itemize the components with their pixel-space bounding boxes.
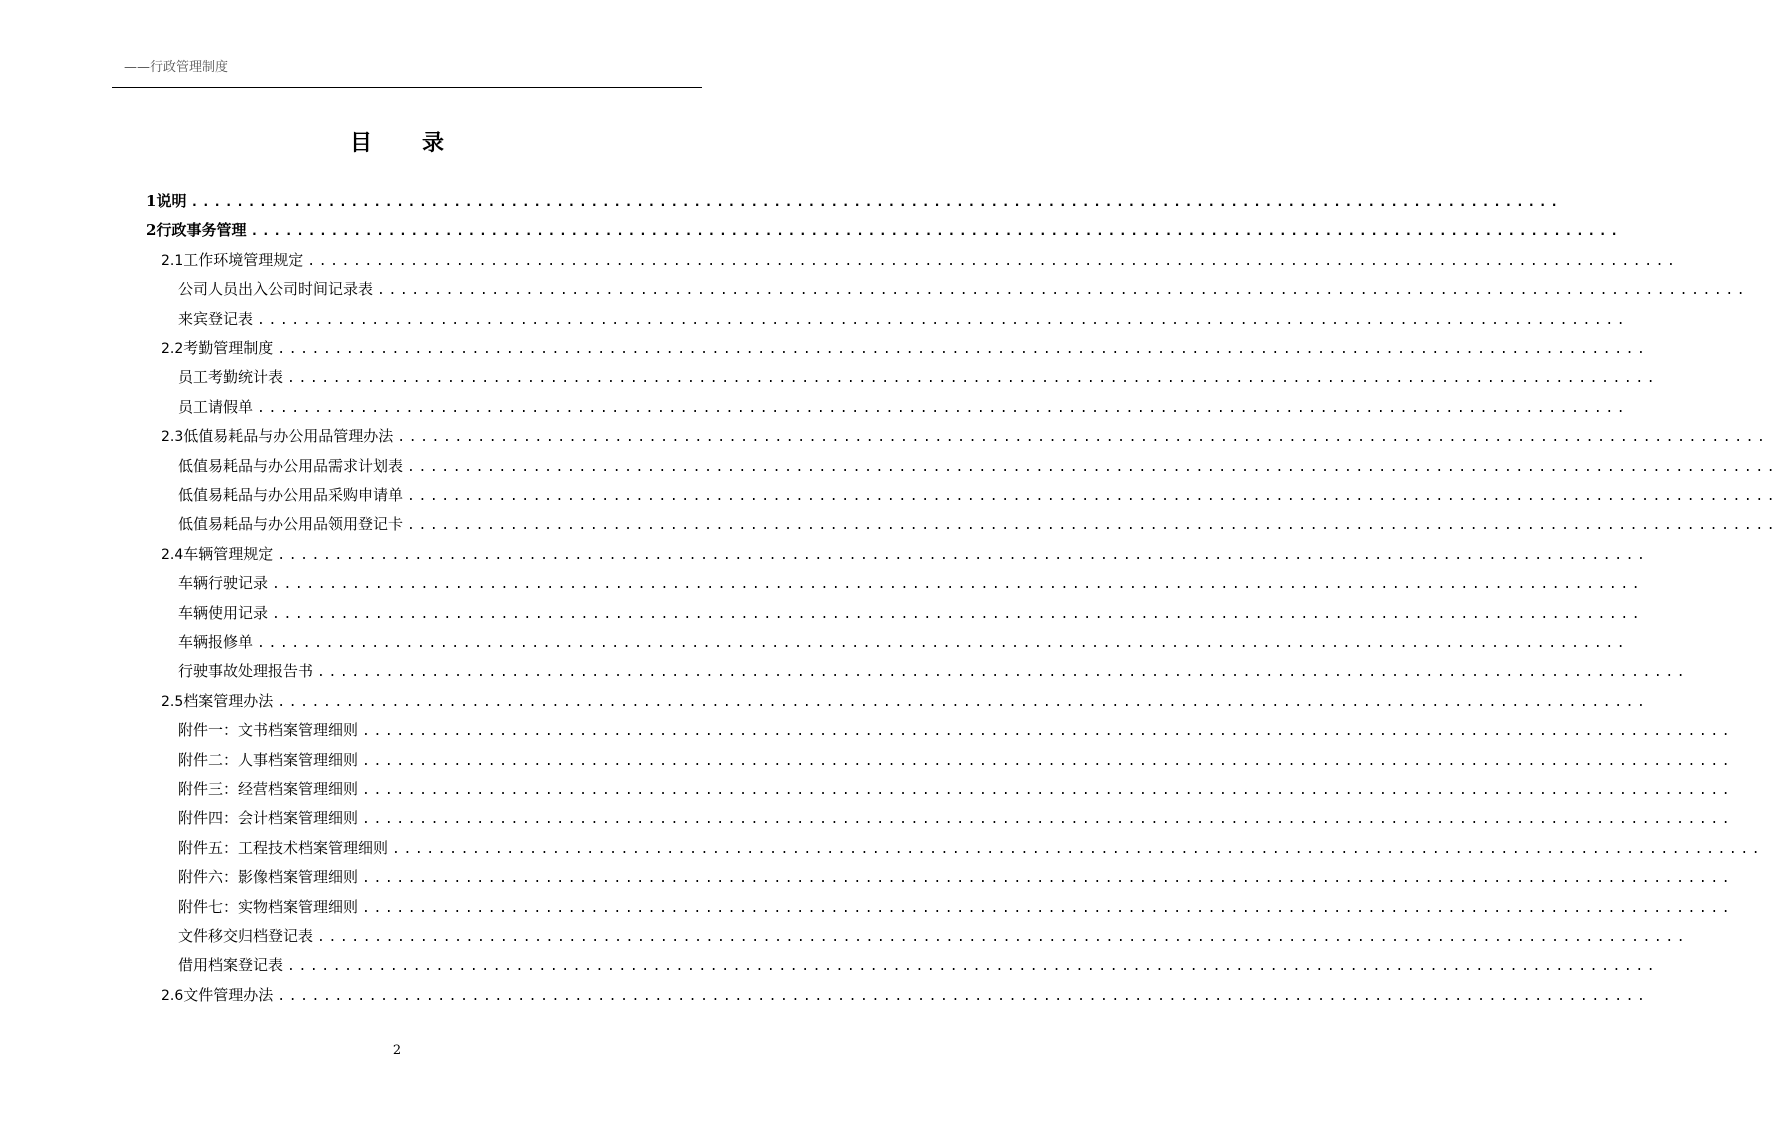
toc-entry-label: 考勤管理制度 bbox=[183, 339, 274, 357]
toc-entry-label: 公司人员出入公司时间记录表 bbox=[178, 280, 374, 299]
toc-entry[interactable] bbox=[0, 337, 1649, 361]
toc-entry-label: 员工考勤统计表 bbox=[178, 368, 284, 387]
toc-entry-label: 车辆管理规定 bbox=[183, 544, 274, 563]
toc-entry-number: 2.4 bbox=[161, 546, 184, 563]
toc-entry[interactable] bbox=[0, 249, 1679, 273]
toc-entry-label: 来宾登记表 bbox=[178, 309, 254, 328]
toc-entry-number: 1 bbox=[146, 192, 157, 210]
toc-entry-label: 附件五：工程技术档案管理细则 bbox=[178, 838, 389, 857]
dot-leader: ........................................................................................................................ bbox=[362, 900, 1734, 916]
dot-leader: ........................................................................................................................ bbox=[362, 783, 1734, 798]
dot-leader: ........................................................................................................................ bbox=[362, 871, 1734, 887]
dot-leader: ........................................................................................................................ bbox=[287, 959, 1659, 975]
dot-leader: ........................................................................................................................ bbox=[257, 400, 1629, 416]
toc-entry-label: 借用档案登记表 bbox=[178, 956, 284, 975]
toc-entry[interactable] bbox=[0, 602, 1644, 626]
toc-entry-label: 附件七：实物档案管理细则 bbox=[178, 897, 359, 916]
toc-entry-label: 低值易耗品与办公用品领用登记卡 bbox=[178, 515, 404, 534]
toc-entry[interactable] bbox=[0, 837, 1764, 861]
toc-entry-label: 工作环境管理规定 bbox=[183, 250, 304, 269]
toc-entry[interactable] bbox=[0, 425, 1769, 449]
toc-entry[interactable] bbox=[0, 543, 1649, 567]
toc-entry[interactable] bbox=[0, 925, 1689, 949]
toc-entry-label: 附件三：经营档案管理细则 bbox=[178, 780, 359, 798]
dot-leader: ........................................................................................................................ bbox=[317, 665, 1689, 681]
toc-entry[interactable] bbox=[0, 719, 1734, 743]
toc-entry-label: 低值易耗品与办公用品需求计划表 bbox=[178, 456, 404, 475]
dot-leader: ........................................................................................................................ bbox=[377, 283, 1749, 299]
toc-entry[interactable] bbox=[0, 807, 1734, 831]
toc-entry[interactable] bbox=[0, 484, 1778, 508]
dot-leader: ........................................................................................................................ bbox=[277, 988, 1649, 1004]
toc-entry-label: 说明 bbox=[156, 192, 187, 210]
toc-entry-number: 2.3 bbox=[161, 429, 184, 446]
toc-entry-label: 附件六：影像档案管理细则 bbox=[178, 868, 359, 887]
dot-leader: ........................................................................................................................ bbox=[272, 606, 1644, 622]
toc-entry[interactable] bbox=[0, 778, 1734, 802]
dot-leader: ........................................................................................................................ bbox=[392, 841, 1764, 857]
toc-entry-label: 低值易耗品与办公用品管理办法 bbox=[183, 427, 394, 446]
dot-leader: ........................................................................................................................ bbox=[407, 518, 1778, 534]
dot-leader: ........................................................................................................................ bbox=[317, 930, 1689, 945]
toc-entry-label: 文件移交归档登记表 bbox=[178, 927, 314, 945]
toc-entry-number: 2.2 bbox=[161, 341, 184, 357]
toc-entry[interactable] bbox=[0, 984, 1649, 1008]
toc-entry[interactable] bbox=[0, 631, 1629, 655]
dot-leader: ........................................................................................................................ bbox=[362, 812, 1734, 828]
toc-entry-label: 档案管理办法 bbox=[183, 691, 274, 710]
dot-leader: ........................................................................................................................ bbox=[190, 195, 1562, 210]
toc-entry-number: 2 bbox=[146, 221, 157, 240]
toc-entry-label: 车辆行驶记录 bbox=[178, 574, 269, 593]
dot-leader: ........................................................................................................................ bbox=[257, 636, 1629, 651]
dot-leader: ........................................................................................................................ bbox=[397, 430, 1769, 446]
toc-entry[interactable] bbox=[0, 660, 1689, 684]
toc-entry[interactable] bbox=[0, 190, 1562, 214]
dot-leader: ........................................................................................................................ bbox=[257, 312, 1629, 328]
toc-entry-number: 2.5 bbox=[161, 693, 184, 710]
dot-leader: ........................................................................................................................ bbox=[407, 489, 1778, 504]
dot-leader: ........................................................................................................................ bbox=[287, 371, 1659, 387]
toc-entry[interactable] bbox=[0, 749, 1734, 773]
toc-entry[interactable] bbox=[0, 366, 1659, 390]
toc-entry-label: 行驶事故处理报告书 bbox=[178, 662, 314, 681]
toc-entry[interactable] bbox=[0, 219, 1622, 243]
toc-entry-label: 文件管理办法 bbox=[183, 985, 274, 1004]
toc-entry-label: 车辆使用记录 bbox=[178, 603, 269, 622]
toc-entry[interactable] bbox=[0, 866, 1734, 890]
running-header: ——行政管理制度 bbox=[124, 60, 229, 75]
header-rule bbox=[112, 87, 702, 88]
dot-leader: ........................................................................................................................ bbox=[272, 577, 1644, 593]
toc-entry[interactable] bbox=[0, 572, 1644, 596]
toc-entry[interactable] bbox=[0, 896, 1734, 920]
toc-entry-label: 低值易耗品与办公用品采购申请单 bbox=[178, 486, 404, 504]
toc-entry[interactable] bbox=[0, 308, 1629, 332]
dot-leader: ........................................................................................................................ bbox=[250, 224, 1622, 240]
toc-entry-label: 车辆报修单 bbox=[178, 633, 254, 651]
dot-leader: ........................................................................................................................ bbox=[362, 753, 1734, 769]
toc-entry[interactable] bbox=[0, 278, 1749, 302]
toc-entry[interactable] bbox=[0, 455, 1778, 479]
dot-leader: ........................................................................................................................ bbox=[277, 694, 1649, 710]
toc-entry-label: 附件二：人事档案管理细则 bbox=[178, 750, 359, 769]
dot-leader: ........................................................................................................................ bbox=[277, 547, 1649, 563]
dot-leader: ........................................................................................................................ bbox=[407, 459, 1778, 475]
toc-entry-label: 附件四：会计档案管理细则 bbox=[178, 809, 359, 828]
dot-leader: ........................................................................................................................ bbox=[307, 253, 1679, 269]
toc-entry[interactable] bbox=[0, 954, 1659, 978]
toc-entry-label: 行政事务管理 bbox=[156, 221, 247, 240]
toc-entry[interactable] bbox=[0, 396, 1629, 420]
page-number: 2 bbox=[392, 1043, 402, 1058]
dot-leader: ........................................................................................................................ bbox=[362, 724, 1734, 740]
toc-entry[interactable] bbox=[0, 690, 1649, 714]
toc-entry-number: 2.6 bbox=[161, 987, 184, 1004]
toc-entry[interactable] bbox=[0, 513, 1778, 537]
toc-entry-number: 2.1 bbox=[161, 252, 184, 269]
toc-entry-label: 附件一：文书档案管理细则 bbox=[178, 721, 359, 740]
toc-entry-label: 员工请假单 bbox=[178, 397, 254, 416]
dot-leader: ........................................................................................................................ bbox=[277, 342, 1649, 357]
toc-title: 目录 bbox=[349, 131, 494, 156]
